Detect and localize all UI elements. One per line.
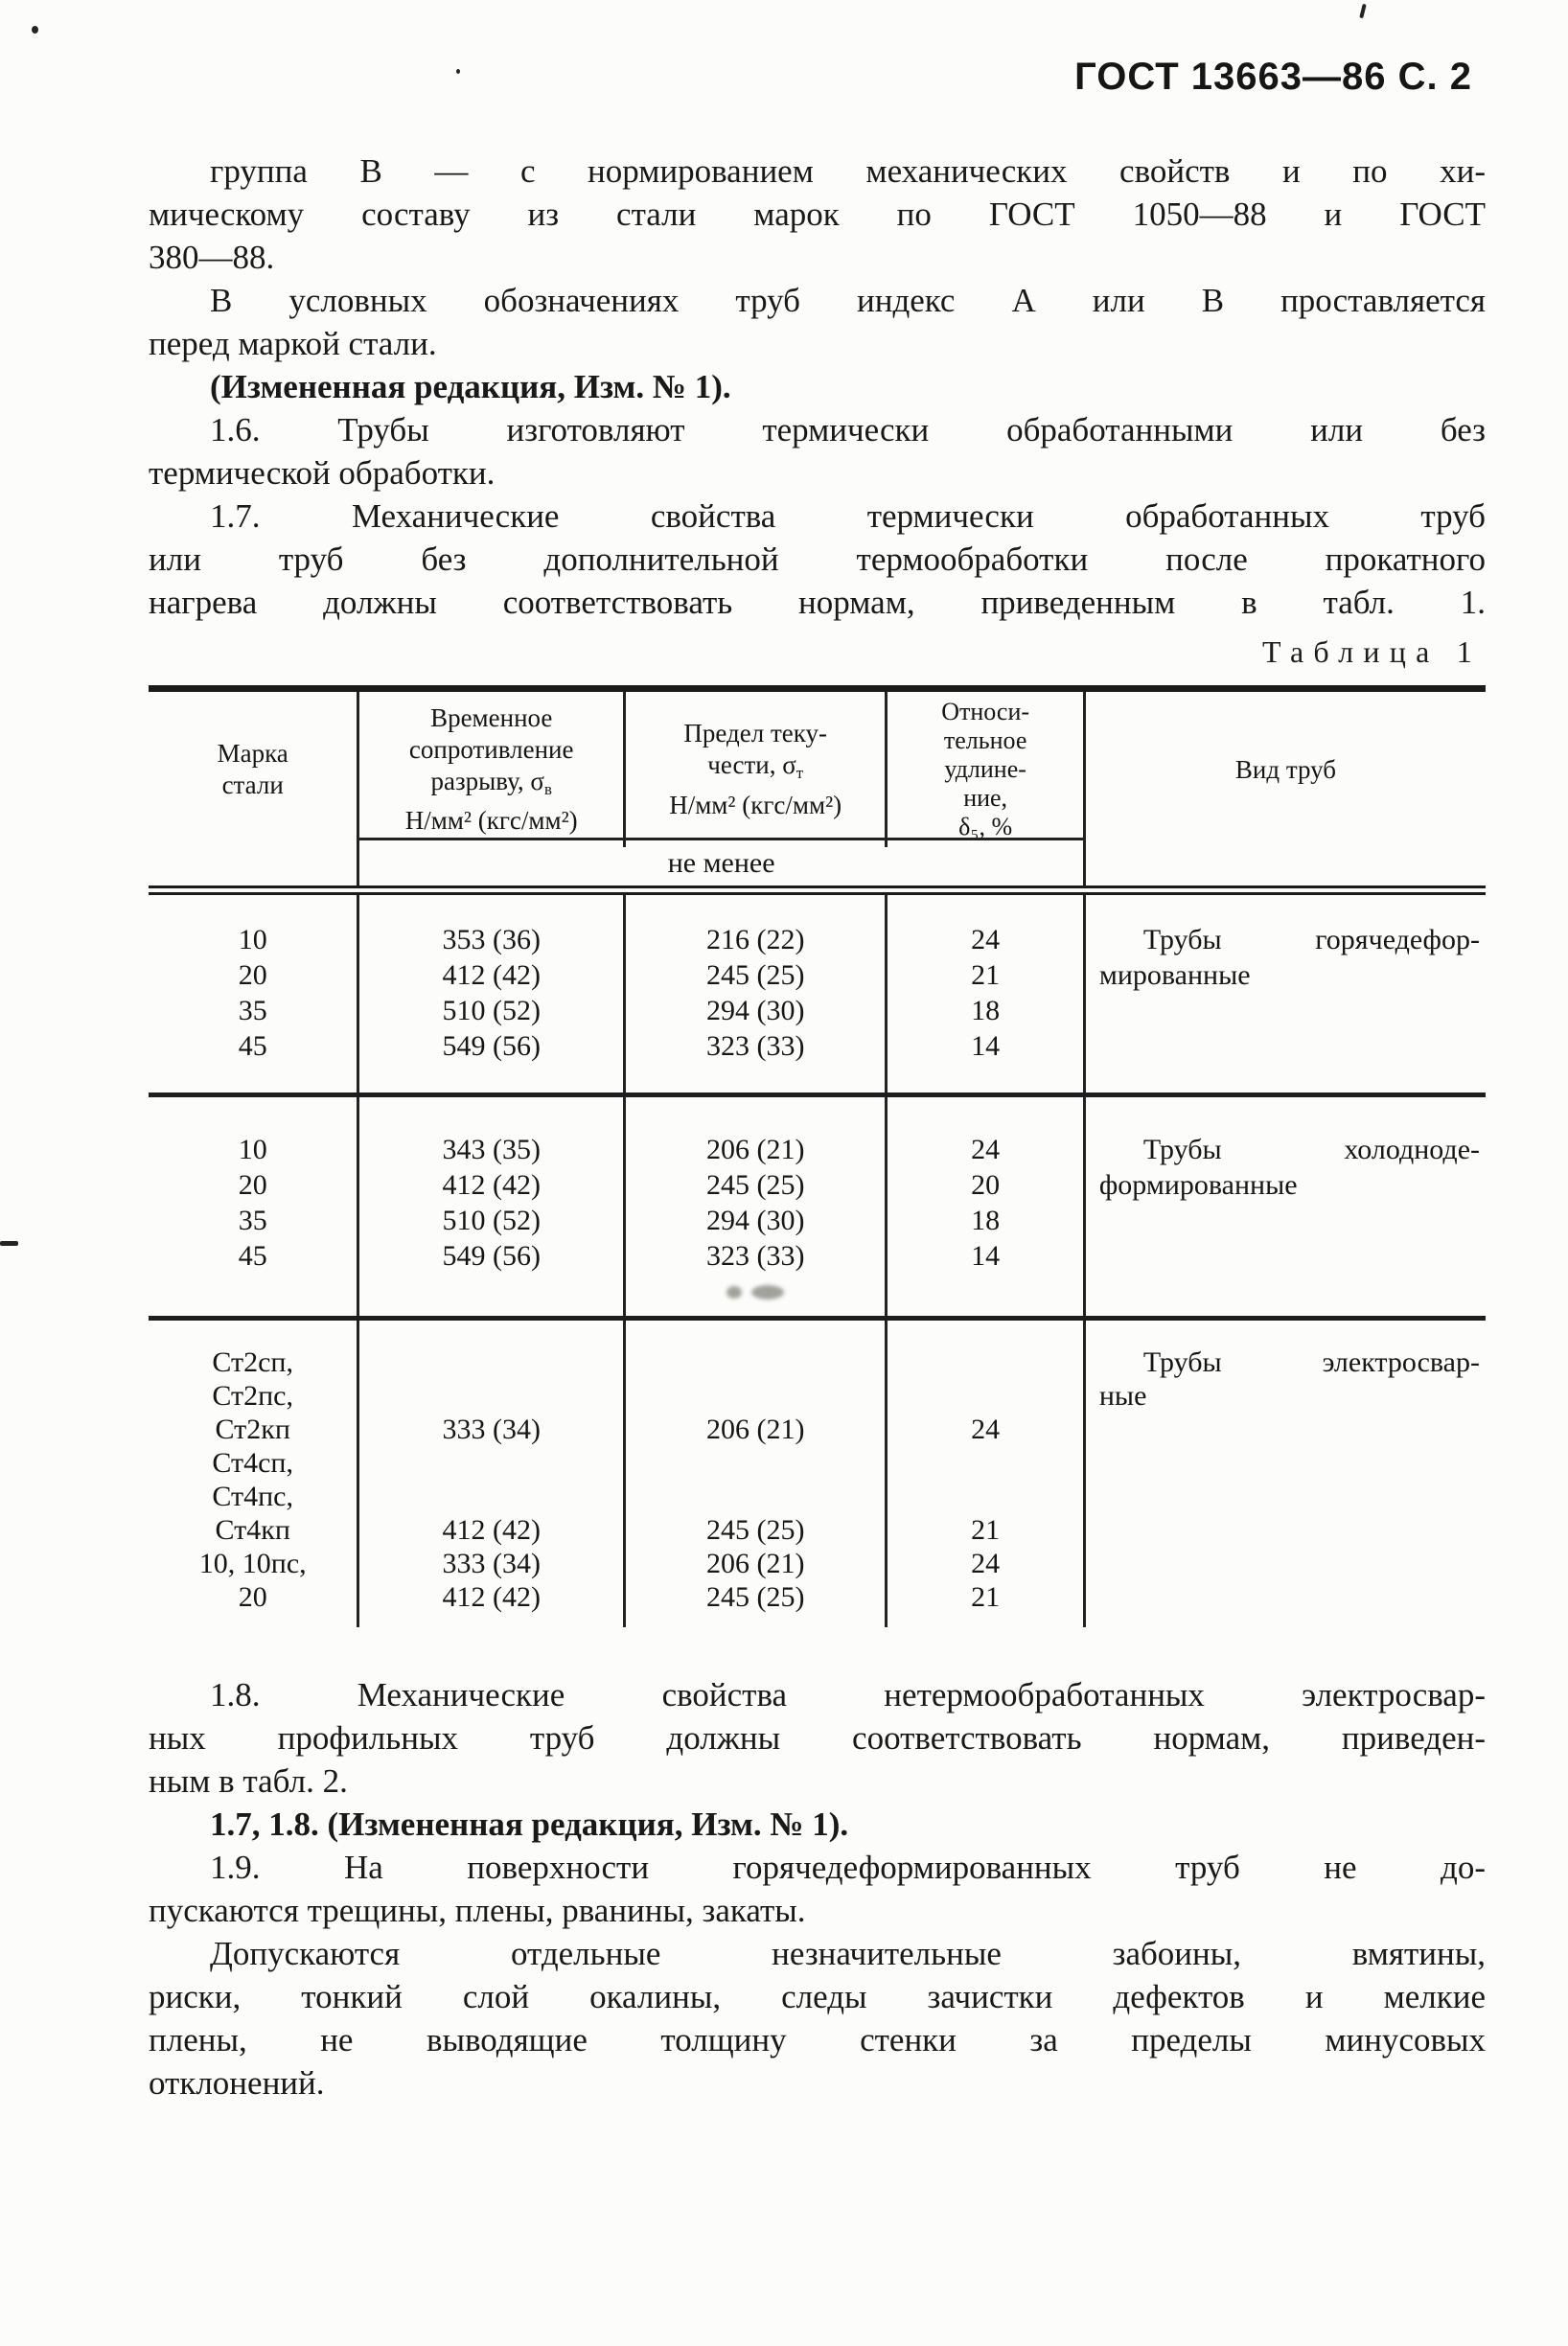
sigma-subscript: т: [796, 764, 804, 783]
text-line: 380—88.: [149, 239, 275, 276]
cell-tensile: [359, 1379, 623, 1413]
header-line: чести, $\sigma_т$: [707, 750, 804, 783]
cell-elongation: 21: [971, 1580, 1001, 1613]
text-line: ным в табл. 2.: [149, 1762, 348, 1800]
subheader-spacer: [149, 838, 359, 886]
text-line: термической обработки.: [149, 454, 496, 492]
text-line: перед маркой стали.: [149, 325, 437, 362]
cell-tensile: 353 (36): [442, 923, 541, 955]
cell-yield: 323 (33): [705, 1239, 805, 1272]
cell-mark: 10: [238, 923, 267, 955]
cell-yield: 216 (22): [705, 923, 805, 955]
upper-text-block: [149, 150, 1486, 624]
pipe-type-line: формированные: [1098, 1169, 1298, 1201]
cell-elongation: 18: [971, 1204, 1001, 1236]
header-line: удлине-: [944, 755, 1026, 783]
column-tensile: [359, 895, 626, 1092]
cell-yield: 294 (30): [705, 994, 805, 1026]
text-line: 1.6. Трубы изготовляют термически обработанными или без: [210, 411, 1486, 448]
text-line: 1.8. Механические свойства нетермообработанных электросвар-: [210, 1676, 1486, 1714]
column-tensile: [359, 1097, 626, 1316]
header-line: Временное: [430, 702, 553, 732]
page-title: ГОСТ 13663—86 С. 2: [1074, 56, 1472, 98]
text-line: мическому составу из стали марок по ГОСТ 1050—88 и ГОСТ: [149, 196, 1486, 233]
scan-speck: [0, 1241, 18, 1246]
subheader-not-less-than: [359, 838, 1085, 886]
cell-tensile: 510 (52): [442, 1204, 541, 1236]
cell-mark: Ст2пс,: [212, 1379, 293, 1412]
table-group-cold-deformed: [149, 1097, 1486, 1316]
cell-elongation: 21: [971, 958, 1001, 991]
paragraph-allowed-defects: [149, 1932, 1486, 2104]
column-pipe-type: [1086, 895, 1486, 1092]
cell-mark: 20: [238, 958, 267, 991]
text-line: 1.9. На поверхности горячедеформированных труб не до-: [210, 1849, 1486, 1886]
header-cell-yield-strength: [626, 692, 888, 847]
table-header-row: [149, 692, 1486, 838]
text-line: плены, не выводящие толщину стенки за пределы минусовых: [149, 2021, 1486, 2058]
text-line: Допускаются отдельные незначительные забоины, вмятины,: [210, 1935, 1486, 1972]
cell-yield: 245 (25): [705, 1513, 805, 1546]
column-steel-grade: [149, 1321, 359, 1627]
text-line: В условных обозначениях труб индекс А или В проставляется: [210, 282, 1486, 319]
scan-speck: [1359, 4, 1367, 19]
cell-tensile: [359, 1346, 623, 1379]
column-pipe-type: [1086, 1321, 1486, 1627]
pipe-type-line: Трубы горячедефор-: [1142, 924, 1480, 955]
cell-tensile: 412 (42): [442, 1168, 541, 1201]
text-line: 1.7, 1.8. (Измененная редакция, Изм. № 1).: [210, 1806, 849, 1843]
pipe-type-line: Трубы холодноде-: [1142, 1134, 1480, 1165]
header-line: Марка: [217, 739, 288, 768]
header-line: стали: [221, 770, 284, 799]
cell-tensile: 412 (42): [442, 958, 541, 991]
double-rule: [149, 886, 1486, 895]
cell-elongation: [888, 1480, 1082, 1513]
cell-tensile: 412 (42): [442, 1513, 541, 1546]
scan-smudge: [626, 1281, 885, 1302]
table-subheader-row: [149, 838, 1486, 886]
paragraph-1-9: [149, 1846, 1486, 1932]
header-line: Н/мм² (кгс/мм²): [404, 806, 578, 835]
header-cell-elongation: [888, 692, 1085, 847]
scan-speck: [456, 69, 460, 74]
header-cell-tensile-strength: [359, 692, 626, 847]
header-line: разрыву, $\sigma_в$: [430, 766, 552, 798]
cell-elongation: [888, 1379, 1082, 1413]
table-caption: Таблица 1: [1261, 634, 1482, 669]
header-line: ние,: [963, 784, 1008, 812]
cell-yield: 206 (21): [705, 1133, 805, 1165]
cell-mark: 20: [238, 1580, 267, 1613]
text-line: нагрева должны соответствовать нормам, приведенным в табл. 1.: [149, 584, 1486, 621]
cell-yield: 206 (21): [705, 1413, 805, 1445]
cell-mark: Ст2сп,: [212, 1346, 293, 1378]
cell-mark: 45: [238, 1029, 267, 1062]
cell-yield: [626, 1446, 885, 1480]
text-line: группа В — с нормированием механических свойств и по хи-: [210, 152, 1486, 190]
cell-yield: 245 (25): [705, 958, 805, 991]
text-line: отклонений.: [149, 2064, 325, 2102]
lower-text-block: [149, 1673, 1486, 2104]
cell-tensile: 343 (35): [442, 1133, 541, 1165]
cell-mark: Ст4сп,: [212, 1446, 293, 1479]
column-steel-grade: [149, 895, 359, 1092]
header-cell-pipe-type: [1086, 692, 1486, 847]
text-line: или труб без дополнительной термообработки после прокатного: [149, 540, 1486, 578]
paragraph-1-7: [149, 494, 1486, 624]
header-line: Относи-: [941, 698, 1030, 725]
text-line: 1.7. Механические свойства термически обработанных труб: [210, 497, 1486, 535]
cell-elongation: 24: [971, 1413, 1001, 1445]
cell-mark: Ст4пс,: [212, 1480, 293, 1512]
cell-elongation: 24: [971, 1547, 1001, 1579]
table-group-hot-deformed: [149, 895, 1486, 1092]
cell-yield: 245 (25): [705, 1168, 805, 1201]
pipe-type-line: Трубы электросвар-: [1142, 1346, 1480, 1378]
table-group-electric-welded: [149, 1321, 1486, 1627]
cell-mark: 35: [238, 1204, 267, 1236]
paragraph: [149, 150, 1486, 279]
column-yield: [626, 895, 888, 1092]
header-line: Предел теку-: [683, 719, 827, 748]
cell-elongation: [888, 1446, 1082, 1480]
cell-mark: 10: [238, 1133, 267, 1165]
cell-elongation: 24: [971, 923, 1001, 955]
cell-yield: 323 (33): [705, 1029, 805, 1062]
cell-tensile: 333 (34): [442, 1413, 541, 1445]
header-cell-steel-grade: [149, 692, 359, 847]
cell-mark: Ст2кп: [215, 1413, 290, 1445]
cell-tensile: 549 (56): [442, 1029, 541, 1062]
cell-mark: 20: [238, 1168, 267, 1201]
cell-mark: 10, 10пс,: [198, 1547, 307, 1579]
table-1: [149, 685, 1486, 1627]
header-line: сопротивление: [408, 734, 574, 764]
header-line: Вид труб: [1234, 754, 1336, 784]
cell-mark: 35: [238, 994, 267, 1026]
column-elongation: [888, 1321, 1085, 1627]
cell-tensile: 510 (52): [442, 994, 541, 1026]
cell-elongation: 14: [971, 1029, 1001, 1062]
text-line: риски, тонкий слой окалины, следы зачистки дефектов и мелкие: [149, 1978, 1486, 2015]
cell-elongation: [888, 1346, 1082, 1379]
cell-tensile: 333 (34): [442, 1547, 541, 1579]
sigma-subscript: в: [543, 780, 552, 798]
cell-tensile: 549 (56): [442, 1239, 541, 1272]
cell-mark: 45: [238, 1239, 267, 1272]
subheader-spacer: [1086, 838, 1486, 886]
pipe-type-line: ные: [1098, 1380, 1147, 1412]
cell-elongation: 20: [971, 1168, 1001, 1201]
text-line: ных профильных труб должны соответствовать нормам, приведен-: [149, 1719, 1486, 1757]
paragraph-amendment-2: [149, 1803, 1486, 1846]
text-line: (Измененная редакция, Изм. № 1).: [210, 368, 731, 405]
paragraph-amendment: [149, 365, 1486, 408]
cell-yield: [626, 1379, 885, 1413]
column-steel-grade: [149, 1097, 359, 1316]
cell-elongation: 14: [971, 1239, 1001, 1272]
paragraph-1-8: [149, 1673, 1486, 1803]
column-tensile: [359, 1321, 626, 1627]
text-line: пускаются трещины, плены, рванины, закаты.: [149, 1892, 806, 1929]
header-line: δ₅, %: [958, 813, 1013, 840]
cell-tensile: [359, 1480, 623, 1513]
column-elongation: [888, 1097, 1085, 1316]
cell-yield: [626, 1346, 885, 1379]
scan-speck: [32, 26, 38, 34]
cell-elongation: 24: [971, 1133, 1001, 1165]
pipe-type-line: мированные: [1098, 959, 1251, 991]
cell-yield: [626, 1480, 885, 1513]
column-yield: [626, 1097, 888, 1316]
cell-yield: 206 (21): [705, 1547, 805, 1579]
cell-elongation: 21: [971, 1513, 1001, 1546]
cell-elongation: 18: [971, 994, 1001, 1026]
cell-yield: 294 (30): [705, 1204, 805, 1236]
subheader-label: не менее: [667, 846, 775, 879]
cell-tensile: 412 (42): [442, 1580, 541, 1613]
header-line: Н/мм² (кгс/мм²): [669, 790, 842, 819]
column-yield: [626, 1321, 888, 1627]
header-line: тельное: [943, 726, 1027, 754]
cell-mark: Ст4кп: [215, 1513, 290, 1546]
cell-yield: 245 (25): [705, 1580, 805, 1613]
paragraph: [149, 279, 1486, 365]
column-pipe-type: [1086, 1097, 1486, 1316]
column-elongation: [888, 895, 1085, 1092]
cell-tensile: [359, 1446, 623, 1480]
paragraph-1-6: [149, 408, 1486, 494]
